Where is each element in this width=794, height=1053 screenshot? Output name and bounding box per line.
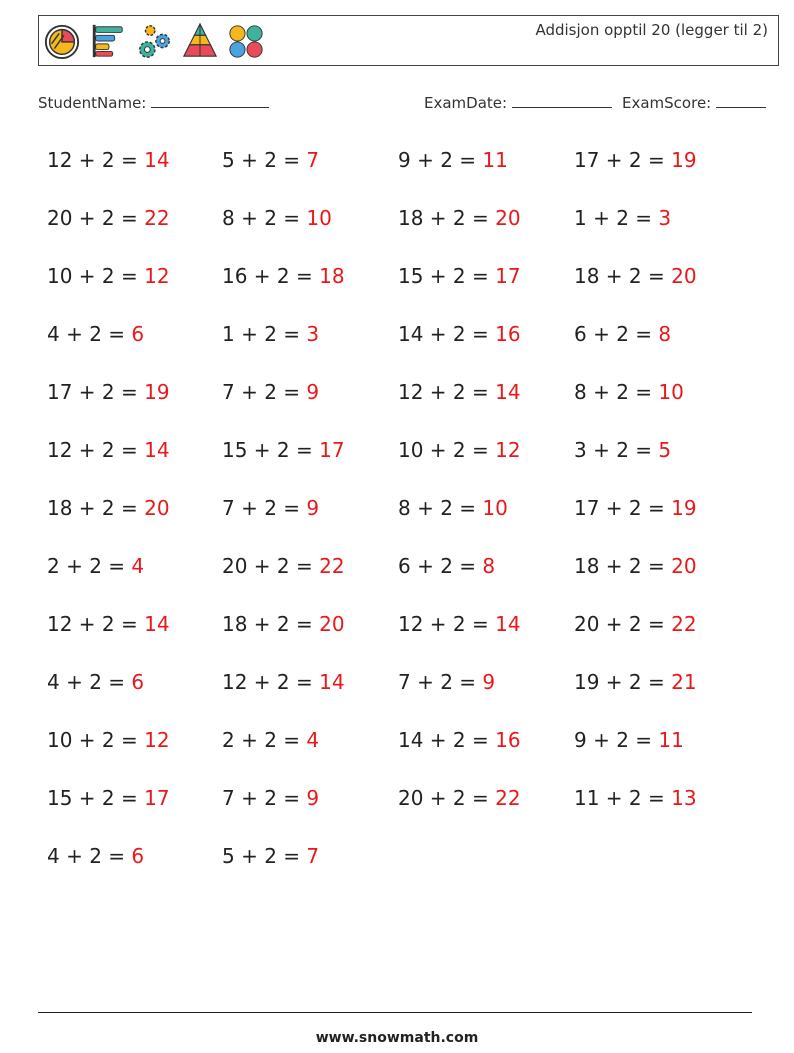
student-name-blank[interactable] <box>151 93 269 108</box>
problem-item <box>47 496 170 520</box>
problem-item <box>574 438 671 462</box>
problem-item <box>222 380 319 404</box>
problem-item <box>47 380 170 404</box>
problem-item <box>222 148 319 172</box>
problem-answer: 22 <box>495 786 521 810</box>
exam-date-blank[interactable] <box>512 93 612 108</box>
problem-answer: 11 <box>658 728 684 752</box>
problem-question: 6 + 2 = <box>398 554 483 578</box>
problem-question: 19 + 2 = <box>574 670 672 694</box>
problem-item <box>398 322 521 346</box>
problem-question: 1 + 2 = <box>222 322 307 346</box>
problem-item <box>574 728 684 752</box>
problem-item <box>398 264 521 288</box>
problem-answer: 14 <box>144 612 170 636</box>
footer-divider <box>38 1012 752 1013</box>
problem-item <box>398 380 521 404</box>
problem-item <box>574 496 697 520</box>
problem-question: 7 + 2 = <box>222 496 307 520</box>
problem-item <box>47 554 144 578</box>
problem-item <box>47 438 170 462</box>
problem-item <box>574 786 697 810</box>
problem-answer: 12 <box>144 264 170 288</box>
problem-question: 15 + 2 = <box>47 786 145 810</box>
problem-item <box>47 206 170 230</box>
problem-answer: 19 <box>144 380 170 404</box>
problem-question: 12 + 2 = <box>47 148 145 172</box>
problem-question: 20 + 2 = <box>398 786 496 810</box>
problem-answer: 10 <box>482 496 508 520</box>
problem-answer: 7 <box>306 844 320 868</box>
problem-item <box>574 554 697 578</box>
problem-question: 16 + 2 = <box>222 264 320 288</box>
problem-question: 20 + 2 = <box>47 206 145 230</box>
problem-answer: 20 <box>671 554 697 578</box>
exam-date-label: ExamDate: <box>424 94 508 112</box>
problem-item <box>574 380 684 404</box>
problem-item <box>47 148 170 172</box>
problem-question: 7 + 2 = <box>398 670 483 694</box>
problem-item <box>398 206 521 230</box>
problem-question: 8 + 2 = <box>398 496 483 520</box>
problem-item <box>47 844 144 868</box>
problem-item <box>222 438 345 462</box>
problem-item <box>222 728 319 752</box>
problem-question: 2 + 2 = <box>47 554 132 578</box>
student-name-field[interactable] <box>38 93 269 112</box>
exam-score-blank[interactable] <box>716 93 766 108</box>
problem-question: 3 + 2 = <box>574 438 659 462</box>
problem-answer: 12 <box>495 438 521 462</box>
problem-answer: 22 <box>319 554 345 578</box>
student-info-fields <box>38 93 770 115</box>
problem-answer: 17 <box>144 786 170 810</box>
problem-answer: 20 <box>319 612 345 636</box>
problem-question: 2 + 2 = <box>222 728 307 752</box>
problem-answer: 16 <box>495 322 521 346</box>
problem-question: 18 + 2 = <box>398 206 496 230</box>
problem-question: 18 + 2 = <box>574 264 672 288</box>
problem-item <box>398 438 521 462</box>
problem-item <box>574 612 697 636</box>
problem-item <box>398 148 508 172</box>
problem-answer: 9 <box>306 380 320 404</box>
problem-item <box>222 786 319 810</box>
problem-question: 20 + 2 = <box>574 612 672 636</box>
problem-question: 12 + 2 = <box>398 612 496 636</box>
problem-answer: 14 <box>495 380 521 404</box>
problem-question: 4 + 2 = <box>47 844 132 868</box>
student-name-label: StudentName: <box>38 94 147 112</box>
problem-answer: 4 <box>306 728 320 752</box>
problem-question: 17 + 2 = <box>574 148 672 172</box>
footer-site: www.snowmath.com <box>315 1030 479 1046</box>
problem-answer: 6 <box>131 844 145 868</box>
problem-answer: 6 <box>131 670 145 694</box>
problem-answer: 20 <box>144 496 170 520</box>
problem-question: 18 + 2 = <box>574 554 672 578</box>
problem-answer: 16 <box>495 728 521 752</box>
problem-item <box>398 728 521 752</box>
pyramid-icon <box>181 21 219 61</box>
problem-question: 18 + 2 = <box>222 612 320 636</box>
problem-answer: 19 <box>671 148 697 172</box>
problem-item <box>398 554 495 578</box>
problem-item <box>222 612 345 636</box>
problem-item <box>47 612 170 636</box>
problem-item <box>222 496 319 520</box>
pie-chart-icon <box>43 21 81 61</box>
problem-answer: 8 <box>482 554 496 578</box>
problem-question: 15 + 2 = <box>222 438 320 462</box>
problem-question: 17 + 2 = <box>574 496 672 520</box>
problem-answer: 14 <box>495 612 521 636</box>
problem-answer: 5 <box>658 438 672 462</box>
problem-item <box>398 612 521 636</box>
problem-item <box>47 786 170 810</box>
problem-answer: 17 <box>495 264 521 288</box>
problem-answer: 9 <box>306 786 320 810</box>
problem-question: 7 + 2 = <box>222 380 307 404</box>
problem-answer: 19 <box>671 496 697 520</box>
header-icons <box>43 19 265 63</box>
bar-chart-icon <box>89 21 127 61</box>
problem-question: 5 + 2 = <box>222 844 307 868</box>
problem-answer: 12 <box>144 728 170 752</box>
problem-question: 10 + 2 = <box>47 264 145 288</box>
problem-question: 4 + 2 = <box>47 322 132 346</box>
exam-score-label: ExamScore: <box>622 94 712 112</box>
problem-item <box>398 786 521 810</box>
problem-answer: 20 <box>671 264 697 288</box>
problem-question: 1 + 2 = <box>574 206 659 230</box>
problem-item <box>222 206 332 230</box>
problem-item <box>47 322 144 346</box>
problem-answer: 4 <box>131 554 145 578</box>
problem-question: 10 + 2 = <box>398 438 496 462</box>
problem-question: 12 + 2 = <box>47 612 145 636</box>
problem-question: 9 + 2 = <box>574 728 659 752</box>
problem-answer: 13 <box>671 786 697 810</box>
problem-answer: 22 <box>671 612 697 636</box>
problem-answer: 6 <box>131 322 145 346</box>
problem-item <box>222 264 345 288</box>
problem-answer: 10 <box>658 380 684 404</box>
problem-question: 8 + 2 = <box>574 380 659 404</box>
problem-item <box>222 322 319 346</box>
problem-item <box>574 264 697 288</box>
problem-item <box>47 728 170 752</box>
problem-question: 6 + 2 = <box>574 322 659 346</box>
problem-item <box>398 670 495 694</box>
problem-answer: 22 <box>144 206 170 230</box>
problem-question: 14 + 2 = <box>398 322 496 346</box>
problem-answer: 3 <box>306 322 320 346</box>
problem-item <box>574 670 697 694</box>
problem-answer: 14 <box>319 670 345 694</box>
problem-question: 12 + 2 = <box>222 670 320 694</box>
problem-answer: 14 <box>144 148 170 172</box>
problem-question: 12 + 2 = <box>398 380 496 404</box>
problem-question: 10 + 2 = <box>47 728 145 752</box>
problem-question: 9 + 2 = <box>398 148 483 172</box>
problem-question: 14 + 2 = <box>398 728 496 752</box>
gears-icon <box>135 21 173 61</box>
problem-answer: 17 <box>319 438 345 462</box>
problem-answer: 8 <box>658 322 672 346</box>
problem-question: 18 + 2 = <box>47 496 145 520</box>
problem-question: 15 + 2 = <box>398 264 496 288</box>
problem-question: 17 + 2 = <box>47 380 145 404</box>
problem-question: 4 + 2 = <box>47 670 132 694</box>
problem-question: 12 + 2 = <box>47 438 145 462</box>
problem-item <box>47 670 144 694</box>
exam-score-field[interactable] <box>622 93 766 112</box>
exam-date-field[interactable] <box>424 93 612 112</box>
problem-answer: 3 <box>658 206 672 230</box>
problem-answer: 21 <box>671 670 697 694</box>
problem-item <box>222 670 345 694</box>
problem-question: 7 + 2 = <box>222 786 307 810</box>
problem-question: 8 + 2 = <box>222 206 307 230</box>
problem-question: 20 + 2 = <box>222 554 320 578</box>
problem-item <box>574 206 671 230</box>
problem-item <box>574 322 671 346</box>
problem-answer: 10 <box>306 206 332 230</box>
problem-question: 11 + 2 = <box>574 786 672 810</box>
problem-item <box>222 554 345 578</box>
problem-item <box>222 844 319 868</box>
problem-item <box>47 264 170 288</box>
worksheet-title: Addisjon opptil 20 (legger til 2) <box>535 21 768 39</box>
problem-answer: 18 <box>319 264 345 288</box>
problem-question: 5 + 2 = <box>222 148 307 172</box>
worksheet-header <box>38 15 779 66</box>
problem-answer: 11 <box>482 148 508 172</box>
problem-item <box>398 496 508 520</box>
numbered-circles-icon <box>227 21 265 61</box>
problem-answer: 7 <box>306 148 320 172</box>
problem-answer: 20 <box>495 206 521 230</box>
problem-answer: 14 <box>144 438 170 462</box>
problem-answer: 9 <box>482 670 496 694</box>
problem-item <box>574 148 697 172</box>
problem-answer: 9 <box>306 496 320 520</box>
